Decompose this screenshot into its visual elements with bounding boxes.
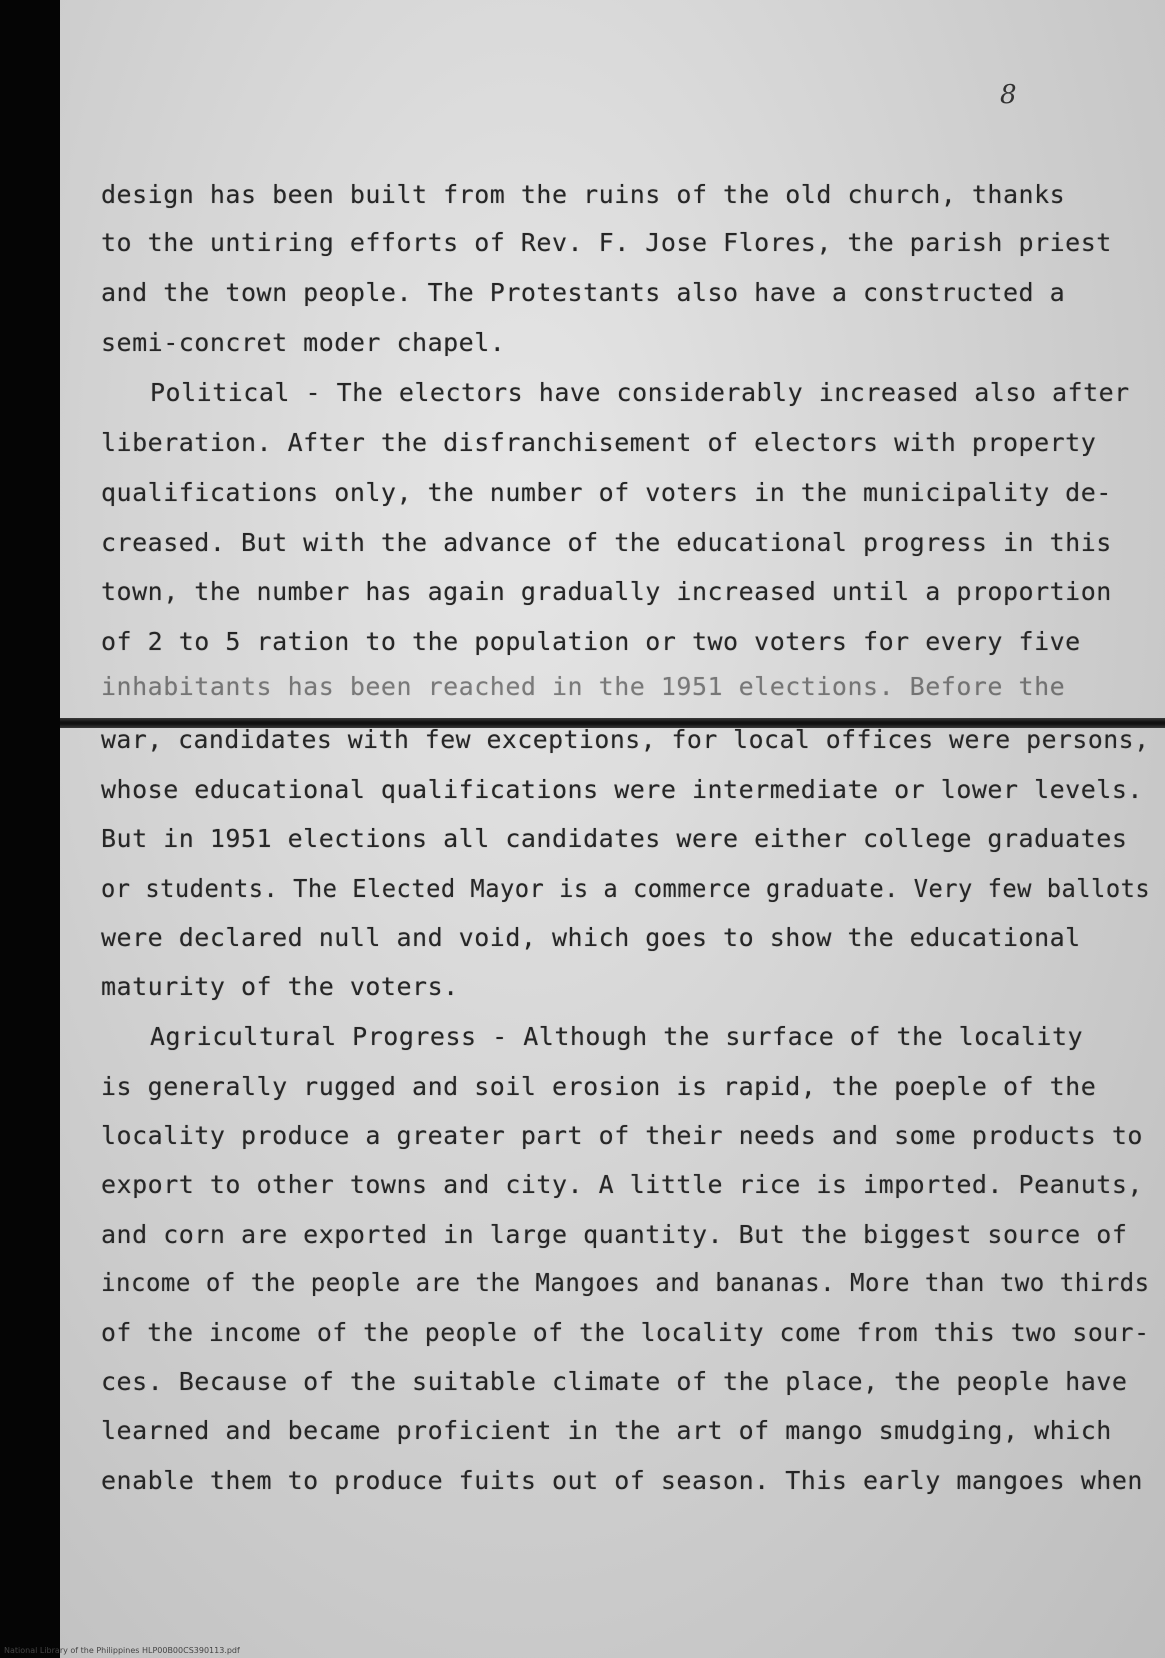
- text-line: town, the number has again gradually increased until a proportion: [101, 577, 1112, 606]
- text-line: were declared null and void, which goes to show the educational: [101, 923, 1081, 952]
- text-line: But in 1951 elections all candidates were either college graduates: [101, 824, 1128, 853]
- scan-footer-caption: National Library of the Philippines HLP00B00CS390113.pdf: [4, 1646, 240, 1655]
- text-line: whose educational qualifications were intermediate or lower levels.: [101, 775, 1143, 804]
- text-line: inhabitants has been reached in the 1951 elections. Before the: [101, 672, 1066, 701]
- scan-edge-shadow: [0, 0, 60, 1658]
- text-line: liberation. After the disfranchisement of electors with property: [101, 428, 1097, 457]
- text-line: creased. But with the advance of the educational progress in this: [101, 528, 1112, 557]
- text-line: ces. Because of the suitable climate of the place, the people have: [101, 1367, 1128, 1396]
- text-line: of the income of the people of the locality come from this two sour-: [101, 1318, 1150, 1347]
- text-line: is generally rugged and soil erosion is rapid, the poeple of the: [101, 1072, 1097, 1101]
- text-line: war, candidates with few exceptions, for local offices were persons,: [101, 725, 1150, 754]
- text-line: and corn are exported in large quantity. But the biggest source of: [101, 1220, 1128, 1249]
- text-line: and the town people. The Protestants also have a constructed a: [101, 278, 1066, 307]
- text-line: qualifications only, the number of voters in the municipality de-: [101, 478, 1112, 507]
- text-line: export to other towns and city. A little rice is imported. Peanuts,: [101, 1170, 1143, 1199]
- paragraph-heading-line: Political - The electors have considerably increased also after: [150, 378, 1130, 407]
- page-number: 8: [1000, 80, 1017, 110]
- text-line: maturity of the voters.: [101, 972, 459, 1001]
- text-line: or students. The Elected Mayor is a commerce graduate. Very few ballots: [101, 874, 1151, 903]
- text-line: income of the people are the Mangoes and bananas. More than two thirds: [101, 1268, 1150, 1297]
- text-line: enable them to produce fuits out of season. This early mangoes when: [101, 1466, 1143, 1495]
- paragraph-heading-line: Agricultural Progress - Although the surface of the locality: [150, 1022, 1084, 1051]
- text-line: design has been built from the ruins of the old church, thanks: [101, 180, 1066, 209]
- text-line: locality produce a greater part of their needs and some products to: [101, 1121, 1143, 1150]
- text-line: semi-concret moder chapel.: [101, 328, 506, 357]
- text-line: of 2 to 5 ration to the population or two voters for every five: [101, 627, 1081, 656]
- text-line: to the untiring efforts of Rev. F. Jose Flores, the parish priest: [101, 228, 1112, 257]
- text-line: learned and became proficient in the art of mango smudging, which: [101, 1416, 1112, 1445]
